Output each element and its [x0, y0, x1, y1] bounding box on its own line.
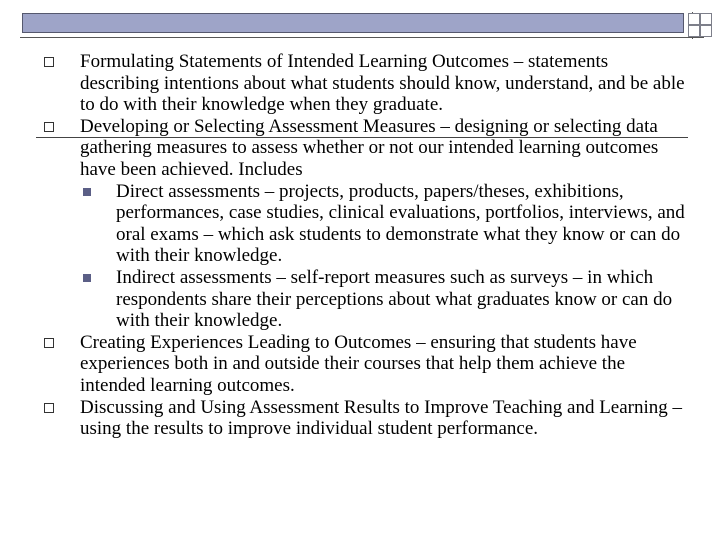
header-divider — [20, 37, 704, 38]
bullet-item — [40, 116, 690, 181]
corner-square-icon — [700, 25, 712, 37]
sub-bullet-item — [40, 181, 690, 267]
bullet-text: Discussing and Using Assessment Results to Improve Teaching and Learning – using the results to improve individual student performance. — [80, 396, 683, 440]
title-bar — [22, 13, 684, 33]
hollow-square-bullet-icon — [44, 57, 54, 67]
hollow-square-bullet-icon — [44, 338, 54, 348]
hollow-square-bullet-icon — [44, 403, 54, 413]
sub-bullet-text: Direct assessments – projects, products, papers/theses, exhibitions, performances, case studies, clinical evaluations, portfolios, interviews, and oral exams – which ask students to demonstrate what they know or can do with their knowledge. — [116, 180, 685, 267]
corner-square-icon — [700, 13, 712, 25]
solid-square-bullet-icon — [83, 188, 91, 196]
bullet-text: Developing or Selecting Assessment Measures – designing or selecting data gathering measures to assess whether or not our intended learning outcomes have been achieved. Includes — [80, 115, 659, 180]
bullet-item — [40, 332, 690, 397]
sub-bullet-item — [40, 267, 690, 332]
solid-square-bullet-icon — [83, 274, 91, 282]
bullet-text: Creating Experiences Leading to Outcomes – ensuring that students have experiences both in and outside their courses that help them achieve the intended learning outcomes. — [80, 331, 637, 396]
bullet-item — [40, 51, 690, 116]
bullet-text: Formulating Statements of Intended Learning Outcomes – statements describing intentions about what students should know, understand, and be able to do with their knowledge when they graduate. — [80, 51, 685, 116]
hollow-square-bullet-icon — [44, 122, 54, 132]
bullet-item — [40, 397, 690, 440]
slide-body — [40, 51, 690, 440]
corner-square-icon — [688, 13, 700, 25]
sub-bullet-text: Indirect assessments – self-report measures such as surveys – in which respondents share their perceptions about what graduates know or can do with their knowledge. — [116, 266, 673, 332]
corner-square-icon — [688, 25, 700, 37]
